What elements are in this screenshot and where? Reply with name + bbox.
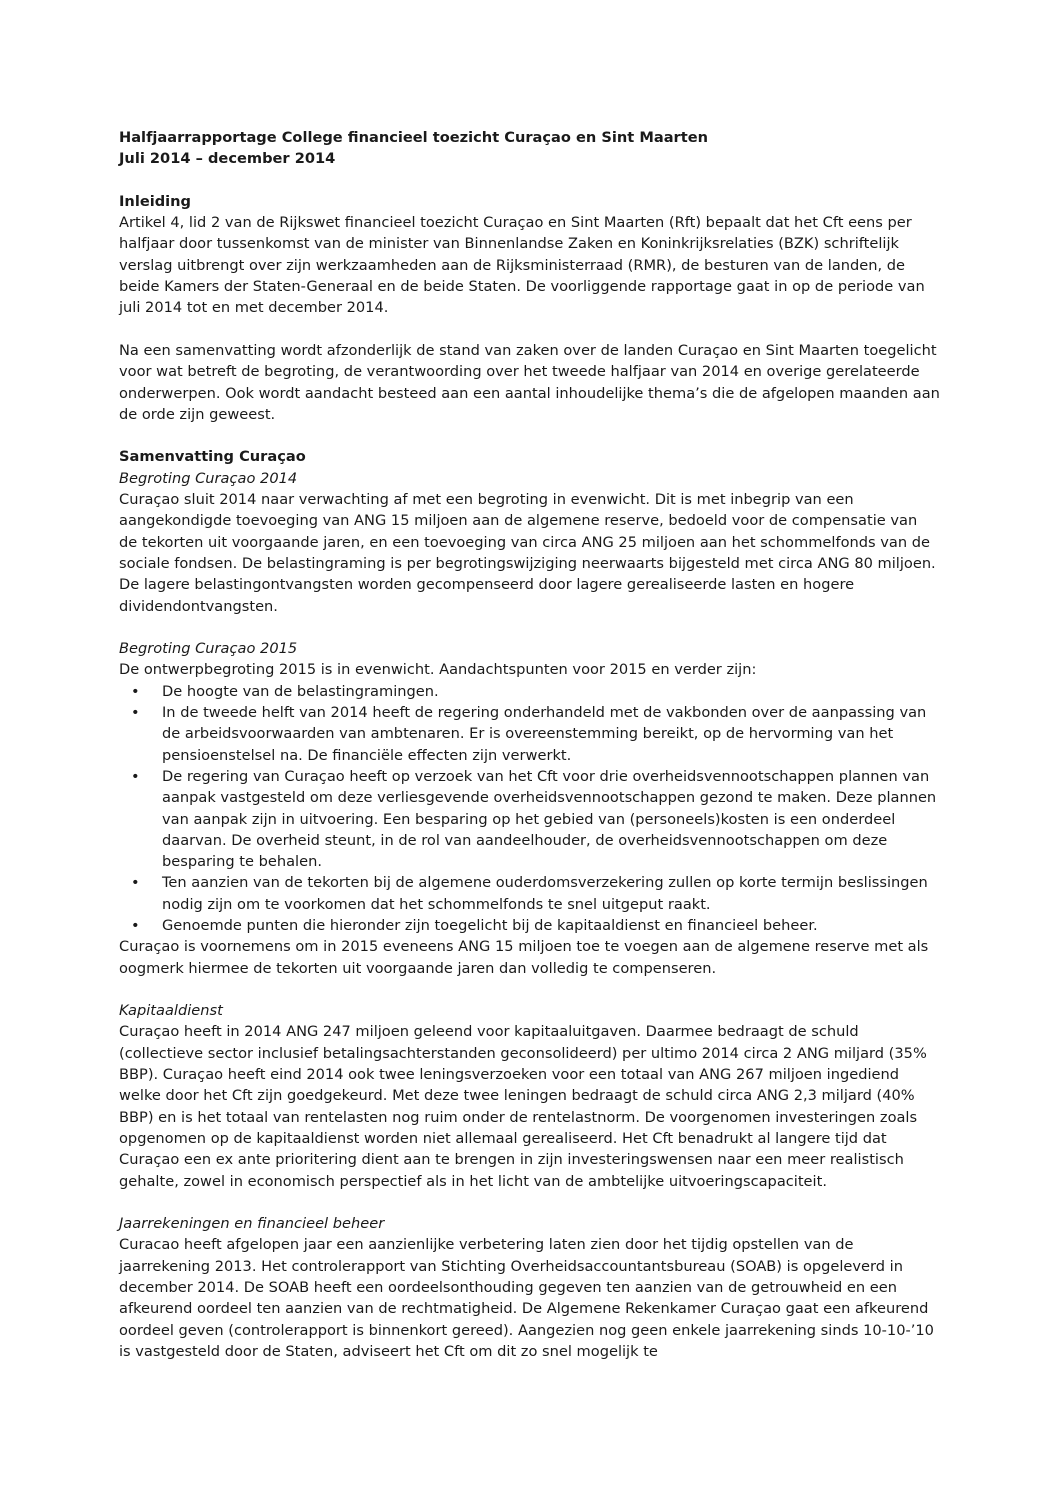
bullet-item-text: De hoogte van de belastingramingen.: [162, 682, 439, 700]
bullet-dot-icon: •: [131, 874, 140, 892]
bullet-item-text: De regering van Curaçao heeft op verzoek van het Cft voor drie overheidsvennootschappen plannen van aanpak vastgesteld om deze verliesgevende overheidsvennootschappen gezond te maken. Deze plannen van aanpak zijn in uitvoering. Een besparing op het gebied van (personeels)kosten is een onderdeel daarvan. De overheid steunt, in de rol van aandeelhouder, de overheidsvennootschappen om deze besparing te behalen.: [162, 767, 937, 871]
section-subheading: Kapitaaldienst: [119, 1002, 223, 1020]
blank-line: [119, 425, 940, 446]
document-title: Halfjaarrapportage College financieel toezicht Curaçao en Sint Maarten: [119, 129, 709, 146]
bullet-item: [119, 702, 940, 766]
bullet-item-text: In de tweede helft van 2014 heeft de regering onderhandeld met de vakbonden over de aanpassing van de arbeidsvoorwaarden van ambtenaren. Er is overeenstemming bereikt, op de hervorming van het pensioenstelsel na. De financiële effecten zijn verwerkt.: [162, 704, 927, 764]
bullet-dot-icon: •: [131, 916, 140, 934]
bullet-list: [119, 681, 940, 937]
bullet-dot-icon: •: [131, 682, 140, 700]
blank-line: [119, 1192, 940, 1213]
section-heading: Inleiding: [119, 192, 192, 210]
blank-line: [119, 319, 940, 340]
bullet-dot-icon: •: [131, 767, 140, 785]
paragraph: Curaçao sluit 2014 naar verwachting af met een begroting in evenwicht. Dit is met inbegrip van een aangekondigde toevoeging van ANG 15 miljoen aan de algemene reserve, bedoeld voor de compensatie van de tekorten uit voorgaande jaren, en een toevoeging van circa ANG 25 miljoen aan het schommelfonds van de sociale fondsen. De belastingraming is per begrotingswijziging neerwaarts bijgesteld met circa ANG 80 miljoen. De lagere belastingontvangsten worden gecompenseerd door lagere gerealiseerde lasten en hogere dividendontvangsten.: [119, 491, 936, 615]
paragraph: Curaçao heeft in 2014 ANG 247 miljoen geleend voor kapitaaluitgaven. Daarmee bedraagt de schuld (collectieve sector inclusief betalingsachterstanden geconsolideerd) per ultimo 2014 circa 2 ANG miljard (35% BBP). Curaçao heeft eind 2014 ook twee leningsverzoeken voor een totaal van ANG 267 miljoen ingediend welke door het Cft zijn goedgekeurd. Met deze twee leningen bedraagt de schuld circa ANG 2,3 miljard (40% BBP) en is het totaal van rentelasten nog ruim onder de rentelastnorm. De voorgenomen investeringen zoals opgenomen op de kapitaaldienst worden niet allemaal gerealiseerd. Het Cft benadrukt al langere tijd dat Curaçao een ex ante prioritering dient aan te brengen in zijn investeringswensen naar een meer realistisch gehalte, zowel in economisch perspectief als in het licht van de ambtelijke uitvoeringscapaciteit.: [119, 1023, 927, 1190]
paragraph: Na een samenvatting wordt afzonderlijk de stand van zaken over de landen Curaçao en Sint Maarten toegelicht voor wat betreft de begroting, de verantwoording over het tweede halfjaar van 2014 en overige gerelateerde onderwerpen. Ook wordt aandacht besteed aan een aantal inhoudelijke thema’s die de afgelopen maanden aan de orde zijn geweest.: [119, 341, 940, 423]
bullet-item: [119, 872, 940, 915]
paragraph: Curacao heeft afgelopen jaar een aanzienlijke verbetering laten zien door het tijdig opstellen van de jaarrekening 2013. Het controlerapport van Stichting Overheidsaccountantsbureau (SOAB) is opgeleverd in december 2014. De SOAB heeft een oordeelsonthouding gegeven ten aanzien van de getrouwheid en een afkeurend oordeel ten aanzien van de rechtmatigheid. De Algemene Rekenkamer Curaçao gaat een afkeurend oordeel geven (controlerapport is binnenkort gereed). Aangezien nog geen enkele jaarrekening sinds 10-10-’10 is vastgesteld door de Staten, adviseert het Cft om dit zo snel mogelijk te: [119, 1236, 934, 1360]
blank-line: [119, 170, 940, 191]
paragraph: Artikel 4, lid 2 van de Rijkswet financieel toezicht Curaçao en Sint Maarten (Rft) bepaalt dat het Cft eens per halfjaar door tussenkomst van de minister van Binnenlandse Zaken en Koninkrijksrelaties (BZK) schriftelijk verslag uitbrengt over zijn werkzaamheden aan de Rijksministerraad (RMR), de besturen van de landen, de beide Kamers der Staten-Generaal en de beide Staten. De voorliggende rapportage gaat in op de periode van juli 2014 tot en met december 2014.: [119, 214, 925, 317]
bullet-dot-icon: •: [131, 704, 140, 722]
document-body: [119, 127, 940, 1362]
section-subheading: Begroting Curaçao 2015: [119, 640, 298, 658]
section-subheading: Jaarrekeningen en financieel beheer: [119, 1215, 385, 1233]
bullet-item-text: Genoemde punten die hieronder zijn toegelicht bij de kapitaaldienst en financieel beheer.: [162, 916, 818, 934]
bullet-item-text: Ten aanzien van de tekorten bij de algemene ouderdomsverzekering zullen op korte termijn beslissingen nodig zijn om te voorkomen dat het schommelfonds te snel uitgeput raakt.: [162, 874, 928, 913]
blank-line: [119, 617, 940, 638]
paragraph: De ontwerpbegroting 2015 is in evenwicht. Aandachtspunten voor 2015 en verder zijn:: [119, 661, 757, 679]
paragraph: Curaçao is voornemens om in 2015 eveneens ANG 15 miljoen toe te voegen aan de algemene reserve met als oogmerk hiermee de tekorten uit voorgaande jaren dan volledig te compenseren.: [119, 938, 929, 977]
section-heading: Samenvatting Curaçao: [119, 448, 306, 466]
section-subheading: Begroting Curaçao 2014: [119, 469, 298, 487]
bullet-item: [119, 681, 940, 702]
blank-line: [119, 979, 940, 1000]
bullet-item: [119, 915, 940, 936]
document-title: Juli 2014 – december 2014: [119, 150, 336, 168]
bullet-item: [119, 766, 940, 872]
